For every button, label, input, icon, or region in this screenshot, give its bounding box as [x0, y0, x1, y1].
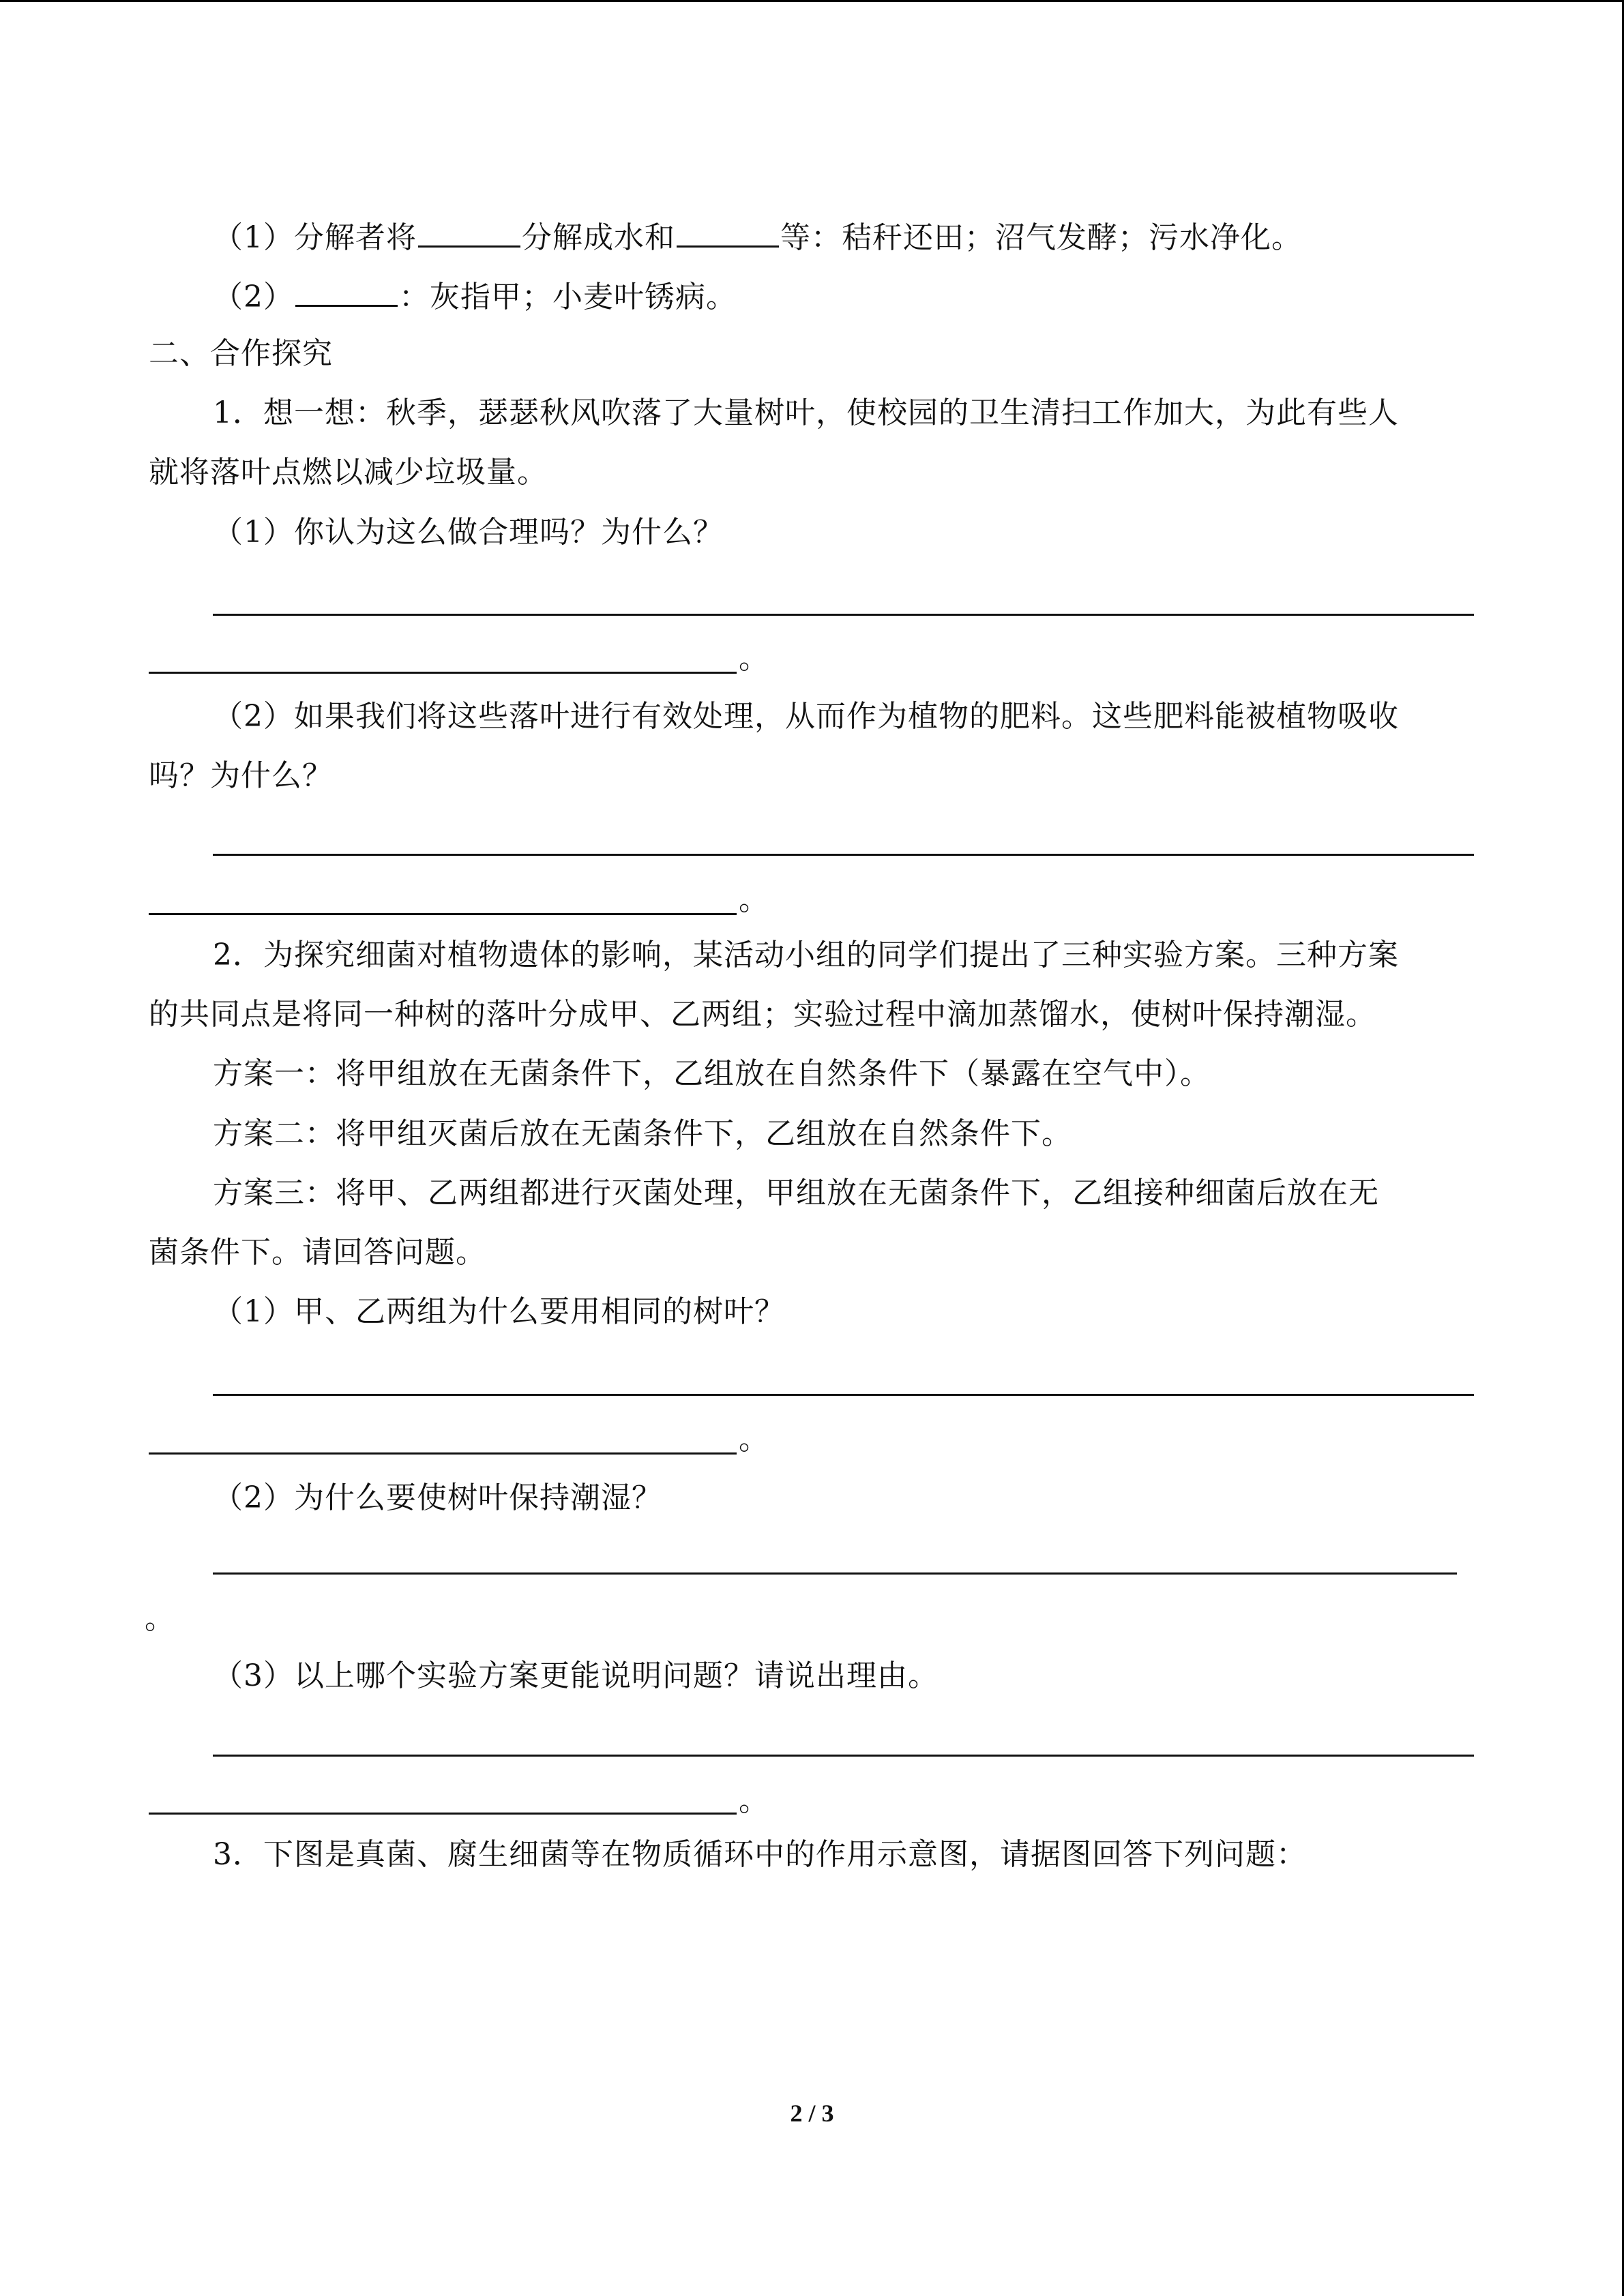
period-mark: 。 — [739, 641, 769, 676]
period-mark: 。 — [145, 1601, 175, 1636]
plan-3-line2: 菌条件下。请回答问题。 — [149, 1235, 486, 1270]
blank-field[interactable] — [295, 275, 398, 307]
sec1-question-2: （2） ：灰指甲；小麦叶锈病。 — [213, 275, 737, 316]
answer-line[interactable] — [149, 1452, 737, 1455]
question-2-sub-2: （2）为什么要使树叶保持潮湿？ — [213, 1480, 662, 1515]
answer-line[interactable] — [149, 672, 737, 674]
question-1-sub-2-line2: 吗？为什么？ — [149, 758, 333, 793]
question-2-text-line1: 2．为探究细菌对植物遗体的影响，某活动小组的同学们提出了三种实验方案。三种方案 — [213, 938, 1399, 972]
question-2-text-line2: 的共同点是将同一种树的落叶分成甲、乙两组；实验过程中滴加蒸馏水，使树叶保持潮湿。 — [149, 997, 1376, 1032]
question-1-sub-1: （1）你认为这么做合理吗？为什么？ — [213, 515, 724, 550]
period-mark: 。 — [739, 882, 769, 917]
answer-line[interactable] — [213, 614, 1474, 616]
period-mark: 。 — [739, 1783, 769, 1818]
sec1-question-1: （1）分解者将 分解成水和 等：秸秆还田；沼气发酵；污水净化。 — [213, 215, 1302, 257]
question-2-sub-1: （1）甲、乙两组为什么要用相同的树叶？ — [213, 1294, 785, 1329]
question-1-text-line2: 就将落叶点燃以减少垃圾量。 — [149, 455, 548, 490]
answer-line[interactable] — [213, 1394, 1474, 1396]
blank-field[interactable] — [677, 215, 779, 248]
blank-field[interactable] — [418, 215, 520, 248]
answer-line[interactable] — [149, 913, 737, 915]
plan-1: 方案一：将甲组放在无菌条件下，乙组放在自然条件下（暴露在空气中）。 — [213, 1056, 1211, 1091]
question-1-text-line1: 1．想一想：秋季，瑟瑟秋风吹落了大量树叶，使校园的卫生清扫工作加大，为此有些人 — [213, 396, 1399, 430]
answer-line[interactable] — [213, 1755, 1474, 1757]
answer-line[interactable] — [213, 1572, 1457, 1575]
plan-3-line1: 方案三：将甲、乙两组都进行灭菌处理，甲组放在无菌条件下，乙组接种细菌后放在无 — [213, 1176, 1379, 1210]
answer-line[interactable] — [149, 1813, 737, 1815]
question-1-sub-2-line1: （2）如果我们将这些落叶进行有效处理，从而作为植物的肥料。这些肥料能被植物吸收 — [213, 699, 1399, 734]
page-number: 2 / 3 — [790, 2100, 834, 2127]
period-mark: 。 — [739, 1422, 769, 1457]
answer-line[interactable] — [213, 854, 1474, 856]
question-3-text: 3．下图是真菌、腐生细菌等在物质循环中的作用示意图，请据图回答下列问题： — [213, 1837, 1307, 1872]
question-2-sub-3: （3）以上哪个实验方案更能说明问题？请说出理由。 — [213, 1658, 939, 1693]
section-heading: 二、合作探究 — [149, 336, 333, 371]
plan-2: 方案二：将甲组灭菌后放在无菌条件下，乙组放在自然条件下。 — [213, 1116, 1072, 1151]
page-top-border — [0, 0, 1624, 2]
